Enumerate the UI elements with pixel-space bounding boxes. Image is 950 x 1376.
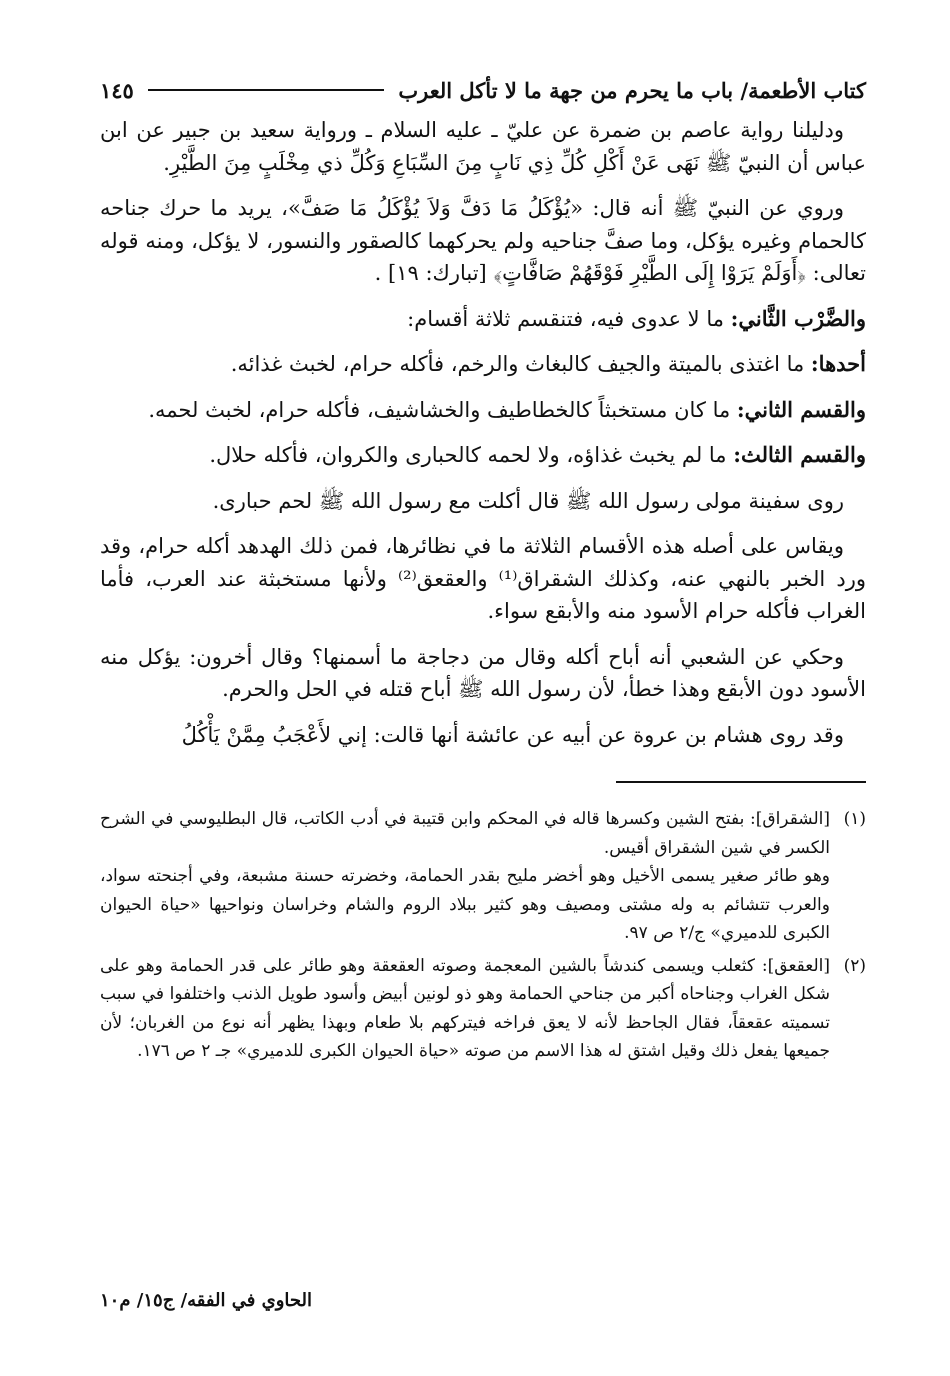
paragraph-text: روى سفينة مولى رسول الله ﷺ قال أكلت مع رسول الله ﷺ لحم حبارى. (212, 488, 844, 513)
paragraph (100, 439, 866, 472)
footnote-body (100, 952, 830, 1066)
paragraph-text: ما لم يخبث غذاؤه، ولا لحمه كالحبارى والكروان، فأكله حلال. (209, 443, 727, 467)
running-title: كتاب الأطعمة/ باب ما يحرم من جهة ما لا تأكل العرب (398, 77, 866, 103)
paragraph-text: وقد روى هشام بن عروة عن أبيه عن عائشة أنها قالت: إني لأَعْجَبُ مِمَّنْ يَأْكُلُ (181, 722, 844, 747)
footnote-number: (٢) (843, 955, 866, 976)
paragraph-text: وروي عن النبيّ ﷺ أنه قال: «يُؤْكَلُ مَا دَفَّ وَلاَ يُؤْكَلُ مَا صَفَّ»، يريد ما حرك جناحه كالحمام وغيره يؤكل، وما صفَّ جناحيه ولم يحركهما كالصقور والنسور، لا يؤكل، ومنه قوله تعالى: ﴿أَوَلَمْ يَرَوْا إِلَى الطَّيْرِ فَوْقَهُمْ صَافَّاتٍ﴾ [تبارك: ١٩] . (100, 196, 866, 285)
paragraph-lead: والضَّرْب الثَّاني: (730, 305, 866, 331)
paragraph (100, 348, 866, 381)
paragraph-text: ودليلنا رواية عاصم بن ضمرة عن عليّ ـ عليه السلام ـ ورواية سعيد بن جبير عن ابن عباس أن النبيّ ﷺ نَهَى عَنْ أَكْلِ كُلِّ ذِي نَابٍ مِنَ السِّبَاعِ وَكُلِّ ذي مِخْلَبٍ مِنَ الطَّيْرِ. (100, 118, 866, 175)
footnote-separator (616, 781, 866, 783)
paragraph (100, 303, 866, 336)
paragraph-text: ما كان مستخبثاً كالخطاطيف والخشاشيف، فأكله حرام، لخبث لحمه. (148, 397, 731, 422)
paragraph (100, 192, 866, 290)
paragraph (100, 641, 866, 706)
paragraph-lead: والقسم الثالث: (733, 442, 866, 467)
paragraph (100, 719, 866, 752)
paragraph-text: ما اغتذى بالميتة والجيف كالبغاث والرخم، فأكله حرام، لخبث غذائه. (230, 352, 805, 376)
paragraph-text: وحكي عن الشعبي أنه أباح أكله وقال من دجاجة ما أسمنها؟ وقال أخرون: يؤكل منه الأسود دون الأبقع وهذا خطأ، لأن رسول الله ﷺ أباح قتله في الحل والحرم. (100, 644, 866, 701)
page-number: ١٤٥ (100, 77, 134, 103)
page-footer (100, 1290, 866, 1311)
running-header (100, 70, 866, 110)
footnote-number: (١) (843, 809, 866, 829)
paragraph (100, 114, 866, 179)
main-text (100, 114, 866, 751)
header-rule (148, 89, 385, 91)
paragraph-text: ويقاس على أصله هذه الأقسام الثلاثة ما في نظائرها، فمن ذلك الهدهد أكله حرام، وقد ورد الخبر بالنهي عنه، وكذلك الشقراق⁽¹⁾ والعقعق⁽²⁾ ولأنها مستخبثة عند العرب، فأما الغراب فأكله حرام الأسود منه والأبقع سواء. (100, 534, 867, 623)
paragraph (100, 485, 866, 518)
paragraph-lead: أحدها: (810, 351, 866, 376)
footnote-line: [العقعق]: كثعلب ويسمى كندشاً بالشين المعجمة وصوته العقعقة وهو طائر على قدر الحمامة وهو على شكل الغراب وجناحاه أكبر من جناحي الحمامة وهو ذو لونين أبيض وأسود طويل الذنب واختلفوا في سبب تسميته عقعقاً، فقال الجاحظ لأنه لا يعق فراخه فيتركهم بلا طعام وبهذا يظهر أنه نوع من الغربان؛ لأن جميعها يفعل ذلك وقيل اشتق له هذا الاسم من صوته «حياة الحيوان الكبرى للدميري» جـ ٢ ص ١٧٦. (100, 955, 830, 1061)
paragraph-text: ما لا عدوى فيه، فتنقسم ثلاثة أقسام: (407, 306, 724, 331)
book-page (100, 70, 866, 1350)
volume-signature: الحاوي في الفقه/ ج١٥/ م١٠ (100, 1290, 313, 1311)
paragraph (100, 394, 866, 427)
footnote-body (100, 805, 830, 948)
paragraph-lead: والقسم الثاني: (736, 396, 866, 422)
footnote-line: وهو طائر صغير يسمى الأخيل وهو أخضر مليح بقدر الحمامة، وخضرته حسنة مشبعة، وفي أجنحته سواد، والعرب تتشائم به وله مشتى ومصيف وهو كثير ببلاد الروم والشام وخراسان ونواحيها «حياة الحيوان الكبرى للدميري» ج/٢ ص ٩٧. (100, 866, 830, 943)
paragraph (100, 530, 866, 628)
footnote-line: [الشقراق]: بفتح الشين وكسرها قاله في المحكم وابن قتيبة في أدب الكاتب، قال البطليوسي في الشرح الكسر في شين الشقراق أقيس. (100, 809, 830, 858)
footnote (100, 952, 866, 1066)
footnote (100, 805, 866, 948)
